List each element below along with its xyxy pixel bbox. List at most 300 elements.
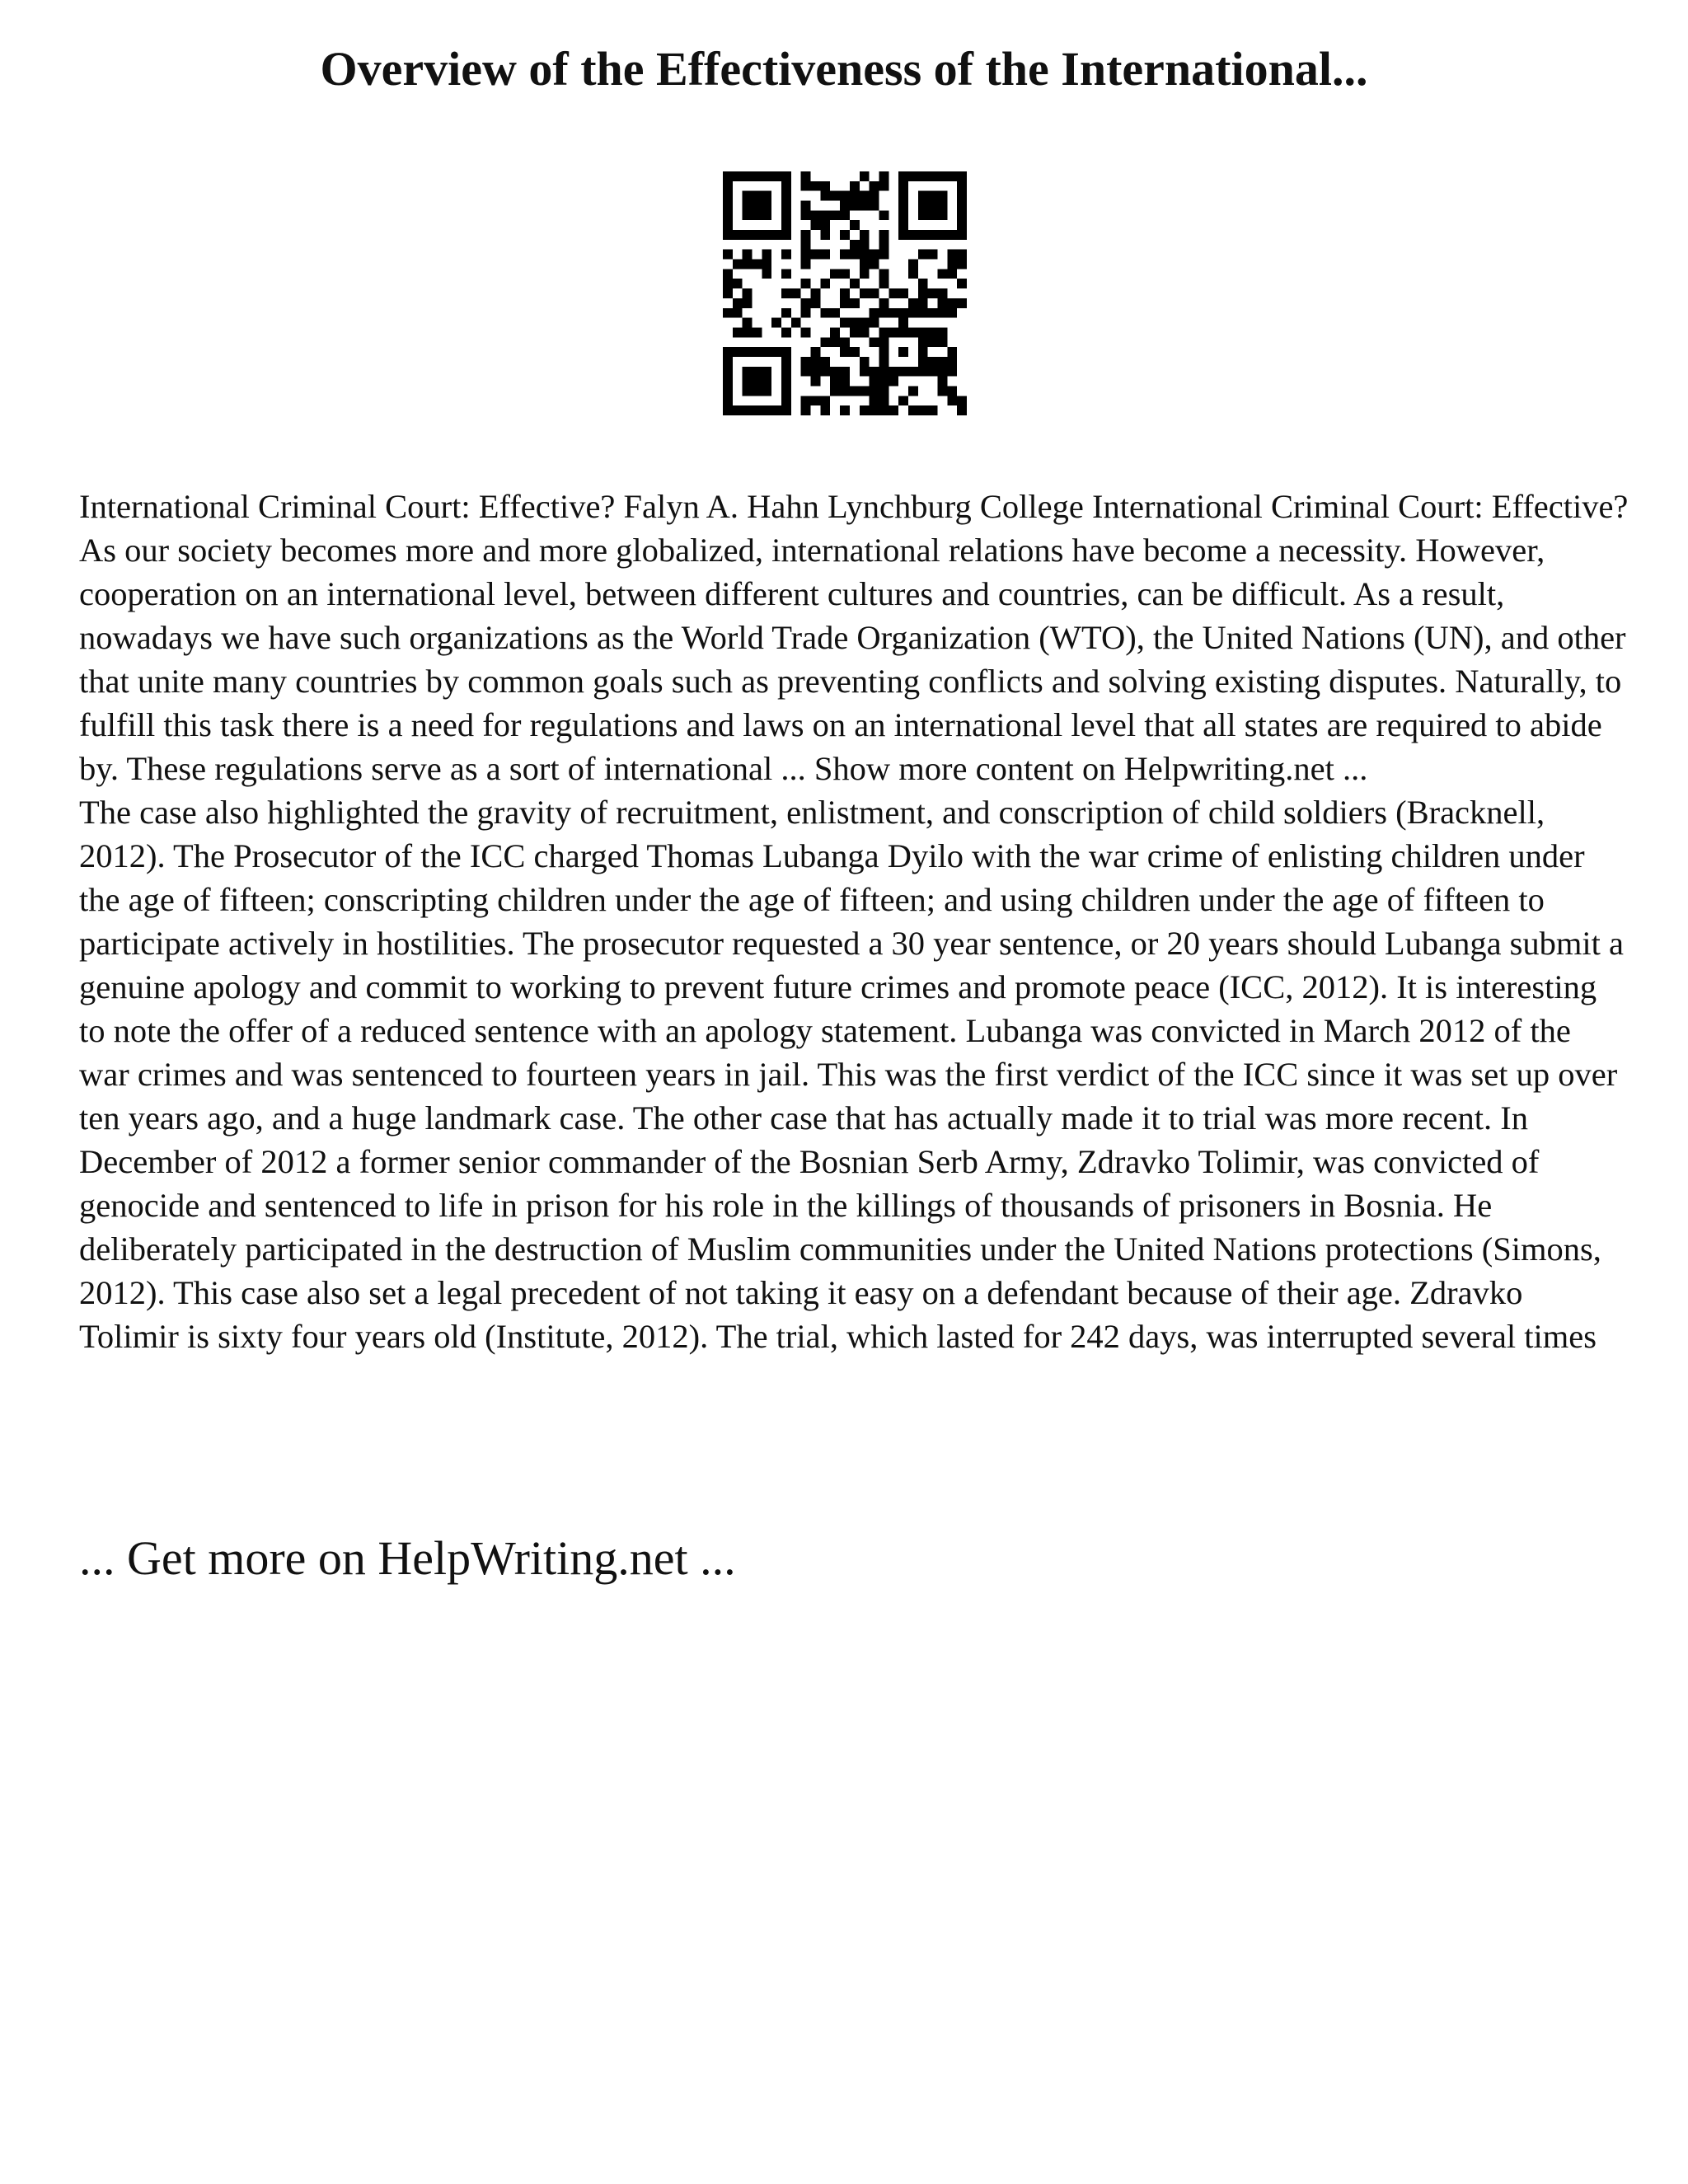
qr-module bbox=[811, 210, 821, 220]
qr-module bbox=[753, 405, 762, 415]
qr-module bbox=[918, 230, 928, 240]
qr-module bbox=[801, 396, 811, 405]
qr-module bbox=[781, 220, 791, 230]
qr-module bbox=[957, 298, 967, 308]
qr-code-icon[interactable] bbox=[723, 171, 967, 415]
qr-module bbox=[781, 377, 791, 387]
qr-module bbox=[908, 298, 918, 308]
qr-module bbox=[830, 191, 840, 201]
qr-module bbox=[860, 327, 870, 337]
qr-module bbox=[870, 405, 879, 415]
qr-module bbox=[860, 357, 870, 367]
qr-module bbox=[801, 210, 811, 220]
qr-module bbox=[781, 396, 791, 405]
qr-module bbox=[723, 405, 733, 415]
qr-module bbox=[898, 230, 908, 240]
qr-module bbox=[762, 367, 771, 377]
qr-module bbox=[870, 260, 879, 269]
qr-module bbox=[879, 279, 889, 288]
article-body bbox=[79, 485, 1629, 1358]
qr-module bbox=[762, 386, 771, 396]
qr-module bbox=[762, 230, 771, 240]
qr-module bbox=[889, 327, 898, 337]
qr-module bbox=[723, 386, 733, 396]
qr-module bbox=[753, 230, 762, 240]
qr-module bbox=[743, 201, 753, 211]
qr-module bbox=[937, 288, 947, 298]
qr-module bbox=[928, 210, 938, 220]
qr-module bbox=[723, 201, 733, 211]
qr-module bbox=[723, 171, 733, 181]
qr-module bbox=[733, 347, 743, 357]
qr-module bbox=[723, 220, 733, 230]
qr-module bbox=[811, 347, 821, 357]
qr-module bbox=[723, 377, 733, 387]
qr-module bbox=[860, 250, 870, 260]
qr-module bbox=[947, 269, 957, 279]
qr-module bbox=[801, 260, 811, 269]
qr-module bbox=[723, 288, 733, 298]
qr-module bbox=[771, 230, 781, 240]
qr-module bbox=[830, 327, 840, 337]
qr-module bbox=[908, 308, 918, 318]
qr-module bbox=[879, 377, 889, 387]
qr-module bbox=[860, 405, 870, 415]
qr-module bbox=[840, 347, 850, 357]
qr-module bbox=[918, 250, 928, 260]
qr-module bbox=[908, 327, 918, 337]
qr-module bbox=[870, 288, 879, 298]
qr-module bbox=[908, 230, 918, 240]
qr-module bbox=[753, 210, 762, 220]
qr-module bbox=[820, 279, 830, 288]
qr-module bbox=[753, 386, 762, 396]
qr-module bbox=[850, 191, 860, 201]
qr-module bbox=[860, 288, 870, 298]
qr-module bbox=[723, 250, 733, 260]
qr-module bbox=[870, 367, 879, 377]
qr-module bbox=[820, 396, 830, 405]
qr-module bbox=[840, 210, 850, 220]
qr-module bbox=[850, 298, 860, 308]
qr-module bbox=[801, 298, 811, 308]
qr-module bbox=[918, 191, 928, 201]
qr-module bbox=[937, 171, 947, 181]
qr-module bbox=[781, 269, 791, 279]
qr-module bbox=[820, 220, 830, 230]
qr-module bbox=[733, 260, 743, 269]
qr-module bbox=[947, 260, 957, 269]
qr-module bbox=[723, 308, 733, 318]
qr-module bbox=[870, 308, 879, 318]
qr-module bbox=[870, 337, 879, 347]
qr-module bbox=[957, 201, 967, 211]
qr-module bbox=[820, 308, 830, 318]
qr-module bbox=[957, 230, 967, 240]
qr-module bbox=[937, 337, 947, 347]
qr-module bbox=[928, 327, 938, 337]
qr-module bbox=[723, 279, 733, 288]
qr-module bbox=[937, 367, 947, 377]
qr-module bbox=[801, 171, 811, 181]
qr-module bbox=[840, 337, 850, 347]
qr-module bbox=[918, 288, 928, 298]
qr-module bbox=[957, 405, 967, 415]
qr-module bbox=[908, 269, 918, 279]
qr-module bbox=[753, 260, 762, 269]
qr-module bbox=[781, 347, 791, 357]
qr-module bbox=[850, 201, 860, 211]
qr-module bbox=[811, 377, 821, 387]
qr-module bbox=[723, 210, 733, 220]
qr-module bbox=[879, 357, 889, 367]
qr-module bbox=[753, 171, 762, 181]
qr-module bbox=[937, 377, 947, 387]
qr-module bbox=[879, 386, 889, 396]
qr-module bbox=[743, 367, 753, 377]
qr-module bbox=[743, 347, 753, 357]
qr-module bbox=[781, 327, 791, 337]
qr-module bbox=[928, 250, 938, 260]
qr-module bbox=[947, 250, 957, 260]
qr-module bbox=[762, 171, 771, 181]
qr-module bbox=[840, 318, 850, 328]
qr-module bbox=[830, 367, 840, 377]
qr-module bbox=[957, 279, 967, 288]
qr-module bbox=[743, 318, 753, 328]
qr-module bbox=[928, 308, 938, 318]
qr-module bbox=[879, 250, 889, 260]
qr-module bbox=[889, 405, 898, 415]
qr-module bbox=[762, 250, 771, 260]
qr-module bbox=[879, 269, 889, 279]
qr-module bbox=[781, 405, 791, 415]
qr-module bbox=[879, 337, 889, 347]
qr-module bbox=[850, 318, 860, 328]
qr-module bbox=[723, 191, 733, 201]
qr-module bbox=[781, 367, 791, 377]
qr-module bbox=[918, 298, 928, 308]
qr-module bbox=[870, 250, 879, 260]
qr-module bbox=[879, 405, 889, 415]
qr-module bbox=[733, 308, 743, 318]
qr-module bbox=[820, 367, 830, 377]
qr-module bbox=[937, 357, 947, 367]
qr-module bbox=[918, 347, 928, 357]
qr-module bbox=[879, 327, 889, 337]
qr-module bbox=[928, 367, 938, 377]
qr-module bbox=[860, 386, 870, 396]
qr-module bbox=[870, 396, 879, 405]
qr-module bbox=[879, 396, 889, 405]
qr-module bbox=[870, 191, 879, 201]
qr-module bbox=[781, 210, 791, 220]
qr-module bbox=[771, 347, 781, 357]
qr-module bbox=[928, 191, 938, 201]
qr-module bbox=[801, 181, 811, 191]
qr-module bbox=[918, 367, 928, 377]
qr-module bbox=[898, 327, 908, 337]
qr-module bbox=[928, 288, 938, 298]
paragraph-intro: International Criminal Court: Effective? Falyn A. Hahn Lynchburg College International Criminal Court: Effective? As our society becomes more and more globalized, international relations have become a necessity. However, cooperation on an international level, between different cultures and countries, can be difficult. As a result, nowadays we have such organizations as the World Trade Organization (WTO), the United Nations (UN), and other that unite many countries by common goals such as preventing conflicts and solving existing disputes. Naturally, to fulfill this task there is a need for regulations and laws on an international level that all states are required to abide by. These regulations serve as a sort of international ... Show more content on Helpwriting.net ... bbox=[79, 488, 1629, 787]
qr-module bbox=[908, 367, 918, 377]
qr-module bbox=[908, 386, 918, 396]
qr-module bbox=[898, 210, 908, 220]
qr-module bbox=[743, 377, 753, 387]
qr-module bbox=[811, 181, 821, 191]
qr-module bbox=[743, 260, 753, 269]
qr-module bbox=[957, 396, 967, 405]
qr-module bbox=[898, 191, 908, 201]
qr-module bbox=[957, 191, 967, 201]
qr-module bbox=[937, 298, 947, 308]
qr-module bbox=[947, 347, 957, 357]
qr-module bbox=[898, 347, 908, 357]
qr-module bbox=[918, 171, 928, 181]
qr-module bbox=[762, 191, 771, 201]
qr-module bbox=[811, 220, 821, 230]
qr-module bbox=[898, 288, 908, 298]
qr-module bbox=[898, 181, 908, 191]
qr-module bbox=[957, 220, 967, 230]
qr-module bbox=[743, 386, 753, 396]
qr-module bbox=[743, 288, 753, 298]
qr-module bbox=[870, 377, 879, 387]
qr-module bbox=[898, 171, 908, 181]
qr-module bbox=[762, 260, 771, 269]
qr-module bbox=[879, 298, 889, 308]
qr-module bbox=[733, 279, 743, 288]
qr-module bbox=[918, 405, 928, 415]
qr-module bbox=[860, 191, 870, 201]
qr-module bbox=[889, 308, 898, 318]
qr-module bbox=[801, 230, 811, 240]
qr-module bbox=[801, 405, 811, 415]
qr-module bbox=[830, 386, 840, 396]
qr-module bbox=[771, 405, 781, 415]
qr-module bbox=[850, 181, 860, 191]
qr-module bbox=[811, 357, 821, 367]
qr-module bbox=[830, 210, 840, 220]
qr-module bbox=[937, 269, 947, 279]
page-title: Overview of the Effectiveness of the International... bbox=[320, 42, 1368, 96]
qr-module bbox=[781, 357, 791, 367]
qr-module bbox=[937, 230, 947, 240]
qr-module bbox=[879, 171, 889, 181]
qr-module bbox=[898, 220, 908, 230]
qr-module bbox=[743, 210, 753, 220]
qr-module bbox=[801, 357, 811, 367]
qr-module bbox=[860, 240, 870, 250]
qr-module bbox=[840, 377, 850, 387]
qr-module bbox=[733, 327, 743, 337]
qr-module bbox=[850, 250, 860, 260]
qr-module bbox=[801, 201, 811, 211]
qr-module bbox=[840, 191, 850, 201]
qr-module bbox=[889, 377, 898, 387]
qr-module bbox=[870, 181, 879, 191]
qr-module bbox=[743, 405, 753, 415]
qr-module bbox=[733, 230, 743, 240]
qr-module bbox=[947, 357, 957, 367]
get-more-link[interactable]: ... Get more on HelpWriting.net ... bbox=[79, 1531, 736, 1585]
qr-module bbox=[781, 201, 791, 211]
qr-module bbox=[937, 386, 947, 396]
qr-module bbox=[860, 260, 870, 269]
qr-module bbox=[879, 347, 889, 357]
qr-module bbox=[771, 171, 781, 181]
qr-module bbox=[830, 337, 840, 347]
qr-module bbox=[762, 377, 771, 387]
qr-module bbox=[850, 220, 860, 230]
qr-module bbox=[918, 201, 928, 211]
qr-module bbox=[753, 327, 762, 337]
qr-module bbox=[723, 367, 733, 377]
qr-module bbox=[733, 298, 743, 308]
qr-module bbox=[723, 347, 733, 357]
qr-module bbox=[781, 288, 791, 298]
qr-module bbox=[820, 230, 830, 240]
qr-module bbox=[889, 288, 898, 298]
qr-module bbox=[811, 396, 821, 405]
qr-module bbox=[820, 337, 830, 347]
qr-module bbox=[811, 367, 821, 377]
qr-module bbox=[811, 250, 821, 260]
qr-module bbox=[918, 327, 928, 337]
qr-module bbox=[928, 337, 938, 347]
qr-module bbox=[791, 288, 801, 298]
qr-module bbox=[801, 327, 811, 337]
qr-module bbox=[850, 386, 860, 396]
qr-module bbox=[928, 405, 938, 415]
qr-module bbox=[762, 347, 771, 357]
qr-module bbox=[918, 279, 928, 288]
qr-module bbox=[879, 240, 889, 250]
qr-module bbox=[840, 201, 850, 211]
qr-module bbox=[908, 260, 918, 269]
qr-module bbox=[860, 367, 870, 377]
qr-module bbox=[898, 308, 908, 318]
qr-module bbox=[830, 308, 840, 318]
qr-module bbox=[733, 405, 743, 415]
qr-module bbox=[801, 250, 811, 260]
qr-module bbox=[957, 181, 967, 191]
qr-module bbox=[898, 318, 908, 328]
qr-module bbox=[898, 367, 908, 377]
qr-module bbox=[937, 308, 947, 318]
qr-module bbox=[898, 396, 908, 405]
qr-module bbox=[850, 279, 860, 288]
qr-module bbox=[820, 181, 830, 191]
qr-module bbox=[947, 386, 957, 396]
qr-module bbox=[889, 367, 898, 377]
qr-module bbox=[937, 327, 947, 337]
qr-module bbox=[801, 367, 811, 377]
qr-module bbox=[918, 357, 928, 367]
qr-module bbox=[801, 279, 811, 288]
qr-module bbox=[928, 171, 938, 181]
qr-module bbox=[743, 171, 753, 181]
qr-module bbox=[879, 230, 889, 240]
qr-module bbox=[928, 230, 938, 240]
qr-module bbox=[860, 171, 870, 181]
qr-module bbox=[898, 201, 908, 211]
qr-module bbox=[820, 210, 830, 220]
qr-module bbox=[723, 396, 733, 405]
qr-module bbox=[762, 201, 771, 211]
qr-module bbox=[937, 210, 947, 220]
qr-module bbox=[762, 210, 771, 220]
qr-module bbox=[947, 230, 957, 240]
qr-module bbox=[850, 240, 860, 250]
qr-module bbox=[860, 269, 870, 279]
qr-module bbox=[840, 288, 850, 298]
qr-module bbox=[957, 260, 967, 269]
qr-module bbox=[840, 386, 850, 396]
qr-module bbox=[743, 327, 753, 337]
qr-module bbox=[860, 201, 870, 211]
qr-module bbox=[820, 357, 830, 367]
qr-module bbox=[830, 377, 840, 387]
qr-module bbox=[781, 386, 791, 396]
qr-module bbox=[870, 201, 879, 211]
qr-module bbox=[811, 288, 821, 298]
qr-module bbox=[771, 318, 781, 328]
qr-module bbox=[947, 171, 957, 181]
qr-module bbox=[850, 327, 860, 337]
paragraph-cases: The case also highlighted the gravity of recruitment, enlistment, and conscription of child soldiers (Bracknell, 2012). The Prosecutor of the ICC charged Thomas Lubanga Dyilo with the war crime of enlisting children under the age of fifteen; conscripting children under the age of fifteen; and using children under the age of fifteen to participate actively in hostilities. The prosecutor requested a 30 year sentence, or 20 years should Lubanga submit a genuine apology and commit to working to prevent future crimes and promote peace (ICC, 2012). It is interesting to note the offer of a reduced sentence with an apology statement. Lubanga was convicted in March 2012 of the war crimes and was sentenced to fourteen years in jail. This was the first verdict of the ICC since it was set up over ten years ago, and a huge landmark case. The other case that has actually made it to trial was more recent. In December of 2012 a former senior commander of the Bosnian Serb Army, Zdravko Tolimir, was convicted of genocide and sentenced to life in prison for his role in the killings of thousands of prisoners in Bosnia. He deliberately participated in the destruction of Muslim communities under the United Nations protections (Simons, 2012). This case also set a legal precedent of not taking it easy on a defendant because of their age. Zdravko Tolimir is sixty four years old (Institute, 2012). The trial, which lasted for 242 days, was interrupted several times bbox=[79, 794, 1625, 1355]
qr-module bbox=[947, 396, 957, 405]
qr-module bbox=[820, 250, 830, 260]
qr-module bbox=[860, 230, 870, 240]
qr-module bbox=[918, 308, 928, 318]
qr-module bbox=[791, 318, 801, 328]
qr-module bbox=[840, 298, 850, 308]
qr-module bbox=[781, 191, 791, 201]
qr-module bbox=[820, 405, 830, 415]
qr-module bbox=[937, 191, 947, 201]
qr-module bbox=[870, 318, 879, 328]
qr-module bbox=[957, 171, 967, 181]
qr-module bbox=[762, 405, 771, 415]
qr-module bbox=[801, 240, 811, 250]
qr-module bbox=[723, 181, 733, 191]
qr-module bbox=[762, 269, 771, 279]
qr-module bbox=[840, 269, 850, 279]
qr-module bbox=[850, 347, 860, 357]
qr-module bbox=[781, 230, 791, 240]
qr-module bbox=[743, 191, 753, 201]
qr-module bbox=[870, 386, 879, 396]
qr-module bbox=[781, 250, 791, 260]
qr-module bbox=[743, 230, 753, 240]
qr-module bbox=[918, 210, 928, 220]
qr-module bbox=[840, 405, 850, 415]
qr-module bbox=[947, 367, 957, 377]
qr-module bbox=[918, 337, 928, 347]
qr-module bbox=[743, 298, 753, 308]
qr-module bbox=[753, 377, 762, 387]
qr-module bbox=[928, 357, 938, 367]
qr-module bbox=[879, 181, 889, 191]
qr-module bbox=[753, 191, 762, 201]
qr-module bbox=[753, 367, 762, 377]
qr-module bbox=[723, 269, 733, 279]
qr-module bbox=[860, 318, 870, 328]
qr-module bbox=[781, 181, 791, 191]
qr-module bbox=[723, 230, 733, 240]
qr-module bbox=[743, 250, 753, 260]
